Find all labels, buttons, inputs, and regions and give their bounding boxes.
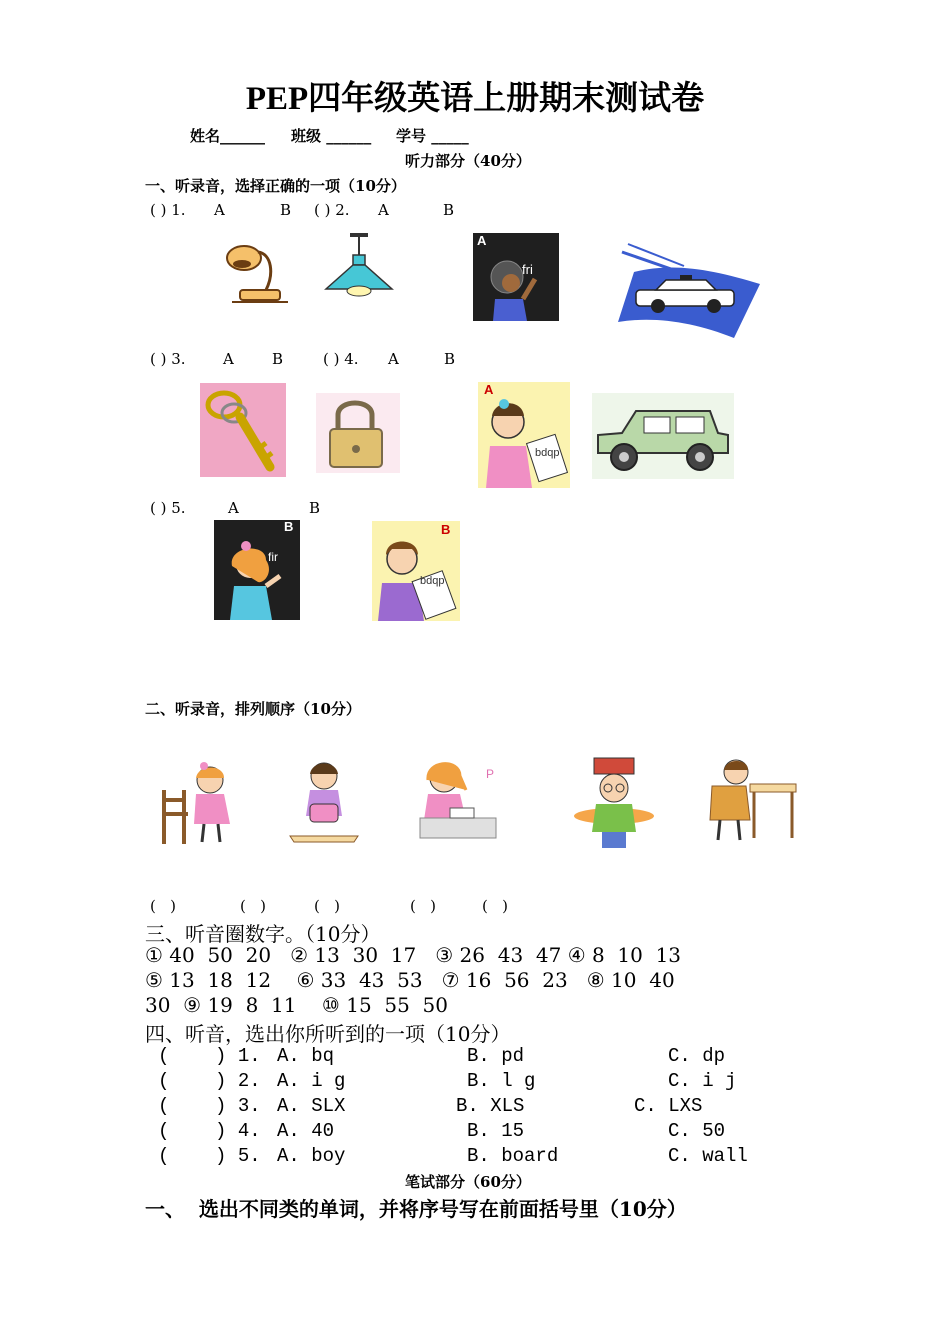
order-bracket-3: ( ): [314, 897, 341, 915]
choice-4-b: B. 15: [467, 1120, 525, 1142]
choice-4-number: ( ) 4.: [158, 1120, 261, 1142]
order-bracket-4: ( ): [410, 897, 437, 915]
q3-number: ( ) 3.: [150, 350, 186, 368]
choice-5-b: B. board: [467, 1145, 559, 1167]
paper-text-bdqp-2: bdqp: [420, 575, 445, 587]
girl-desk-picture: [414, 756, 498, 842]
choice-3-a: A. SLX: [277, 1095, 346, 1117]
picture-label-b-2: B: [441, 522, 451, 537]
girl-chair-picture: [160, 760, 238, 846]
q5-number: ( ) 5.: [150, 499, 186, 517]
written-section1-heading: 一、 选出不同类的单词，并将序号写在前面括号里（10分）: [145, 1197, 687, 1221]
name-field: 姓名______: [190, 127, 266, 145]
girl-bag-picture: [288, 758, 360, 844]
choice-1-a: A. bq: [277, 1045, 335, 1067]
paper-text-bdqp: bdqp: [535, 447, 560, 459]
padlock-picture: [316, 393, 400, 473]
page-title: PEP四年级英语上册期末测试卷: [245, 81, 705, 117]
taxi-picture: [614, 242, 762, 340]
choice-3-b: B. XLS: [456, 1095, 525, 1117]
picture-label-a-2: A: [484, 382, 494, 397]
section1-heading: 一、听录音，选择正确的一项（10分）: [145, 177, 406, 195]
order-bracket-5: ( ): [482, 897, 509, 915]
choice-1-b: B. pd: [467, 1045, 525, 1067]
q4-number: ( ) 4.: [323, 350, 359, 368]
girl-writing-picture: [478, 382, 570, 488]
ceiling-light-picture: [320, 231, 398, 303]
q4-option-a: A: [388, 350, 399, 368]
numbers-line-2: ⑤ 13 18 12 ⑥ 33 43 53 ⑦ 16 56 23 ⑧ 10 40: [145, 968, 675, 992]
choice-2-b: B. l g: [467, 1070, 536, 1092]
section2-heading: 二、听录音，排列顺序（10分）: [145, 700, 361, 718]
choice-3-number: ( ) 3.: [158, 1095, 261, 1117]
listening-heading: 听力部分（40分）: [405, 152, 531, 170]
q1-option-b: B: [280, 201, 292, 219]
q2-number: ( ) 2.: [314, 201, 350, 219]
jeep-picture: [592, 393, 734, 479]
q3-option-b: B: [272, 350, 284, 368]
order-bracket-2: ( ): [240, 897, 267, 915]
picture-label-b: B: [284, 519, 294, 534]
q2-option-b: B: [443, 201, 455, 219]
boy-hat-picture: [572, 756, 656, 850]
choice-2-a: A. i g: [277, 1070, 346, 1092]
q4-option-b: B: [444, 350, 456, 368]
q5-option-a: A: [228, 499, 239, 517]
q2-option-a: A: [378, 201, 389, 219]
number-field: 学号 _____: [396, 127, 469, 145]
choice-5-c: C. wall: [668, 1145, 748, 1167]
choice-2-c: C. i j: [668, 1070, 737, 1092]
written-heading: 笔试部分（60分）: [405, 1173, 531, 1191]
choice-3-c: C. LXS: [634, 1095, 703, 1117]
key-picture: [200, 383, 286, 477]
q3-option-a: A: [223, 350, 234, 368]
choice-5-a: A. boy: [277, 1145, 346, 1167]
choice-2-number: ( ) 2.: [158, 1070, 261, 1092]
board-text-fri: fri: [522, 262, 533, 277]
girl-blackboard-picture: [214, 520, 300, 620]
q1-option-a: A: [214, 201, 225, 219]
svg-text:P: P: [486, 767, 495, 781]
section3-heading: 三、听音圈数字。（10分）: [145, 922, 381, 946]
choice-1-c: C. dp: [668, 1045, 726, 1067]
numbers-line-3: 30 ⑨ 19 8 11 ⑩ 15 55 50: [145, 993, 448, 1017]
numbers-line-1: ① 40 50 20 ② 13 30 17 ③ 26 43 47 ④ 8 10 13: [145, 943, 682, 967]
choice-1-number: ( ) 1.: [158, 1045, 261, 1067]
choice-5-number: ( ) 5.: [158, 1145, 261, 1167]
picture-label-a: A: [477, 233, 487, 248]
choice-4-a: A. 40: [277, 1120, 335, 1142]
q5-option-b: B: [309, 499, 321, 517]
section4-heading: 四、听音，选出你所听到的一项（10分）: [145, 1022, 511, 1046]
boy-desk-picture: [706, 758, 798, 844]
order-bracket-1: ( ): [150, 897, 177, 915]
choice-4-c: C. 50: [668, 1120, 726, 1142]
board-text-fir: fir: [268, 550, 278, 564]
q1-number: ( ) 1.: [150, 201, 186, 219]
class-field: 班级 ______: [291, 127, 372, 145]
desk-lamp-picture: [222, 234, 292, 306]
